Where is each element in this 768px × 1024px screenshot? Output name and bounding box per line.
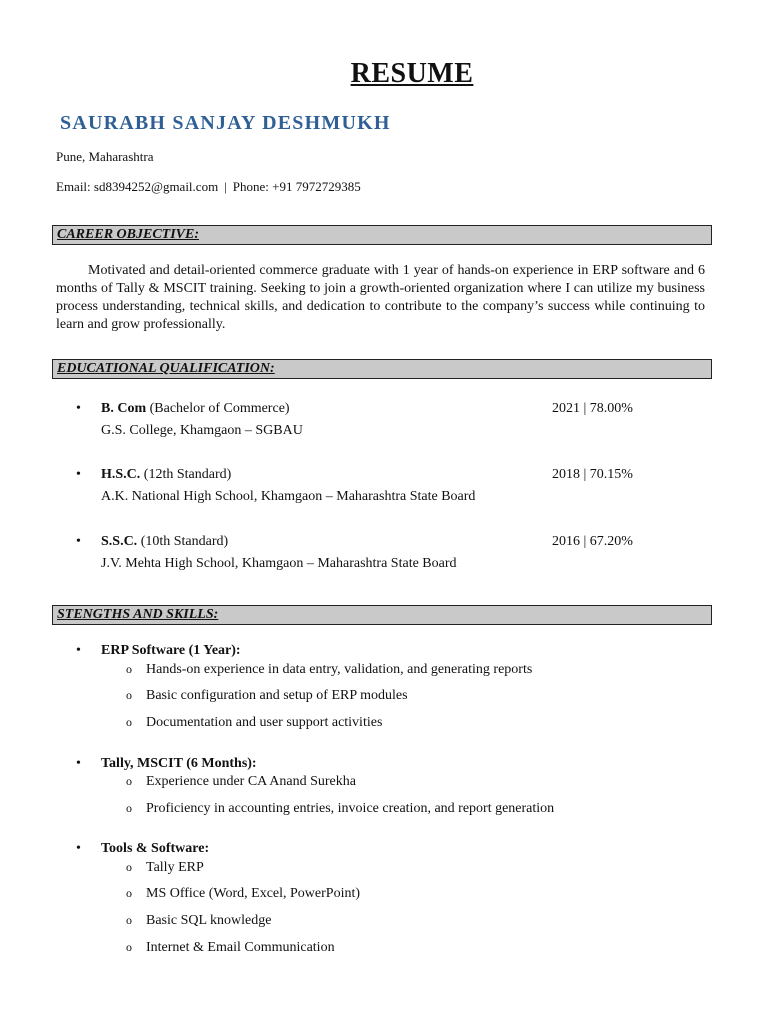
bullet-icon: • bbox=[76, 534, 81, 549]
sub-bullet-icon: o bbox=[126, 774, 132, 788]
skill-item bbox=[56, 715, 706, 735]
education-school: G.S. College, Khamgaon – SGBAU bbox=[101, 423, 303, 438]
bullet-icon: • bbox=[76, 401, 81, 416]
skill-item-text: Hands-on experience in data entry, validation, and generating reports bbox=[146, 662, 533, 677]
degree-name: S.S.C. bbox=[101, 534, 138, 549]
skill-item-text: Experience under CA Anand Surekha bbox=[146, 774, 356, 789]
skill-item bbox=[56, 774, 706, 794]
skill-item bbox=[56, 801, 706, 821]
skill-item-text: Basic SQL knowledge bbox=[146, 913, 272, 928]
location: Pune, Maharashtra bbox=[56, 149, 154, 164]
skill-item-text: MS Office (Word, Excel, PowerPoint) bbox=[146, 886, 361, 901]
bullet-icon: • bbox=[76, 756, 81, 771]
sub-bullet-icon: o bbox=[126, 688, 132, 702]
sub-bullet-icon: o bbox=[126, 662, 132, 676]
contact-line bbox=[56, 179, 361, 195]
skill-item-text: Documentation and user support activities bbox=[146, 715, 383, 730]
degree-detail: (Bachelor of Commerce) bbox=[146, 401, 290, 416]
bullet-icon: • bbox=[76, 643, 81, 658]
skill-item bbox=[56, 913, 706, 933]
resume-title: RESUME bbox=[350, 58, 474, 89]
education-year-score: 2021 | 78.00% bbox=[552, 401, 633, 416]
education-school: J.V. Mehta High School, Khamgaon – Maharashtra State Board bbox=[101, 556, 457, 571]
sub-bullet-icon: o bbox=[126, 715, 132, 729]
education-degree bbox=[101, 534, 228, 550]
degree-name: H.S.C. bbox=[101, 467, 141, 482]
sub-bullet-icon: o bbox=[126, 801, 132, 815]
skill-item bbox=[56, 940, 706, 960]
degree-detail: (12th Standard) bbox=[140, 467, 232, 482]
sub-bullet-icon: o bbox=[126, 913, 132, 927]
section-heading-education: EDUCATIONAL QUALIFICATION: bbox=[57, 361, 275, 376]
education-degree bbox=[101, 401, 290, 417]
skill-item bbox=[56, 860, 706, 880]
bullet-icon: • bbox=[76, 841, 81, 856]
phone: Phone: +91 7972729385 bbox=[232, 179, 361, 194]
candidate-name: SAURABH SANJAY DESHMUKH bbox=[60, 112, 391, 134]
skill-item-text: Internet & Email Communication bbox=[146, 940, 335, 955]
education-item bbox=[56, 534, 706, 578]
contact-separator: | bbox=[224, 179, 227, 194]
sub-bullet-icon: o bbox=[126, 886, 132, 900]
skill-heading: Tally, MSCIT (6 Months): bbox=[101, 756, 257, 771]
sub-bullet-icon: o bbox=[126, 940, 132, 954]
skill-item bbox=[56, 662, 706, 682]
section-bar-skills bbox=[52, 605, 712, 625]
section-heading-skills: STENGTHS AND SKILLS: bbox=[57, 607, 219, 622]
education-school: A.K. National High School, Khamgaon – Maharashtra State Board bbox=[101, 489, 476, 504]
education-year-score: 2018 | 70.15% bbox=[552, 467, 633, 482]
education-item bbox=[56, 467, 706, 511]
skill-item bbox=[56, 886, 706, 906]
section-bar-education bbox=[52, 359, 712, 379]
career-objective-text: Motivated and detail-oriented commerce graduate with 1 year of hands-on experience in ERP software and 6 months of Tally & MSCIT training. Seeking to join a growth-oriented organization where I can utilize my business process understanding, technical skills, and dedication to contribute to the company’s success while continuing to learn and grow professionally. bbox=[56, 263, 705, 332]
education-degree bbox=[101, 467, 231, 483]
skill-item bbox=[56, 688, 706, 708]
bullet-icon: • bbox=[76, 467, 81, 482]
degree-detail: (10th Standard) bbox=[137, 534, 229, 549]
skill-item-text: Proficiency in accounting entries, invoice creation, and report generation bbox=[146, 801, 555, 816]
education-item bbox=[56, 401, 706, 445]
skill-item-text: Basic configuration and setup of ERP modules bbox=[146, 688, 408, 703]
skill-heading: Tools & Software: bbox=[101, 841, 210, 856]
section-bar-career-objective bbox=[52, 225, 712, 245]
section-heading-career-objective: CAREER OBJECTIVE: bbox=[57, 227, 199, 242]
email: Email: sd8394252@gmail.com bbox=[56, 179, 219, 194]
degree-name: B. Com bbox=[101, 401, 147, 416]
skill-heading: ERP Software (1 Year): bbox=[101, 643, 241, 658]
skill-item-text: Tally ERP bbox=[146, 860, 204, 875]
sub-bullet-icon: o bbox=[126, 860, 132, 874]
education-year-score: 2016 | 67.20% bbox=[552, 534, 633, 549]
